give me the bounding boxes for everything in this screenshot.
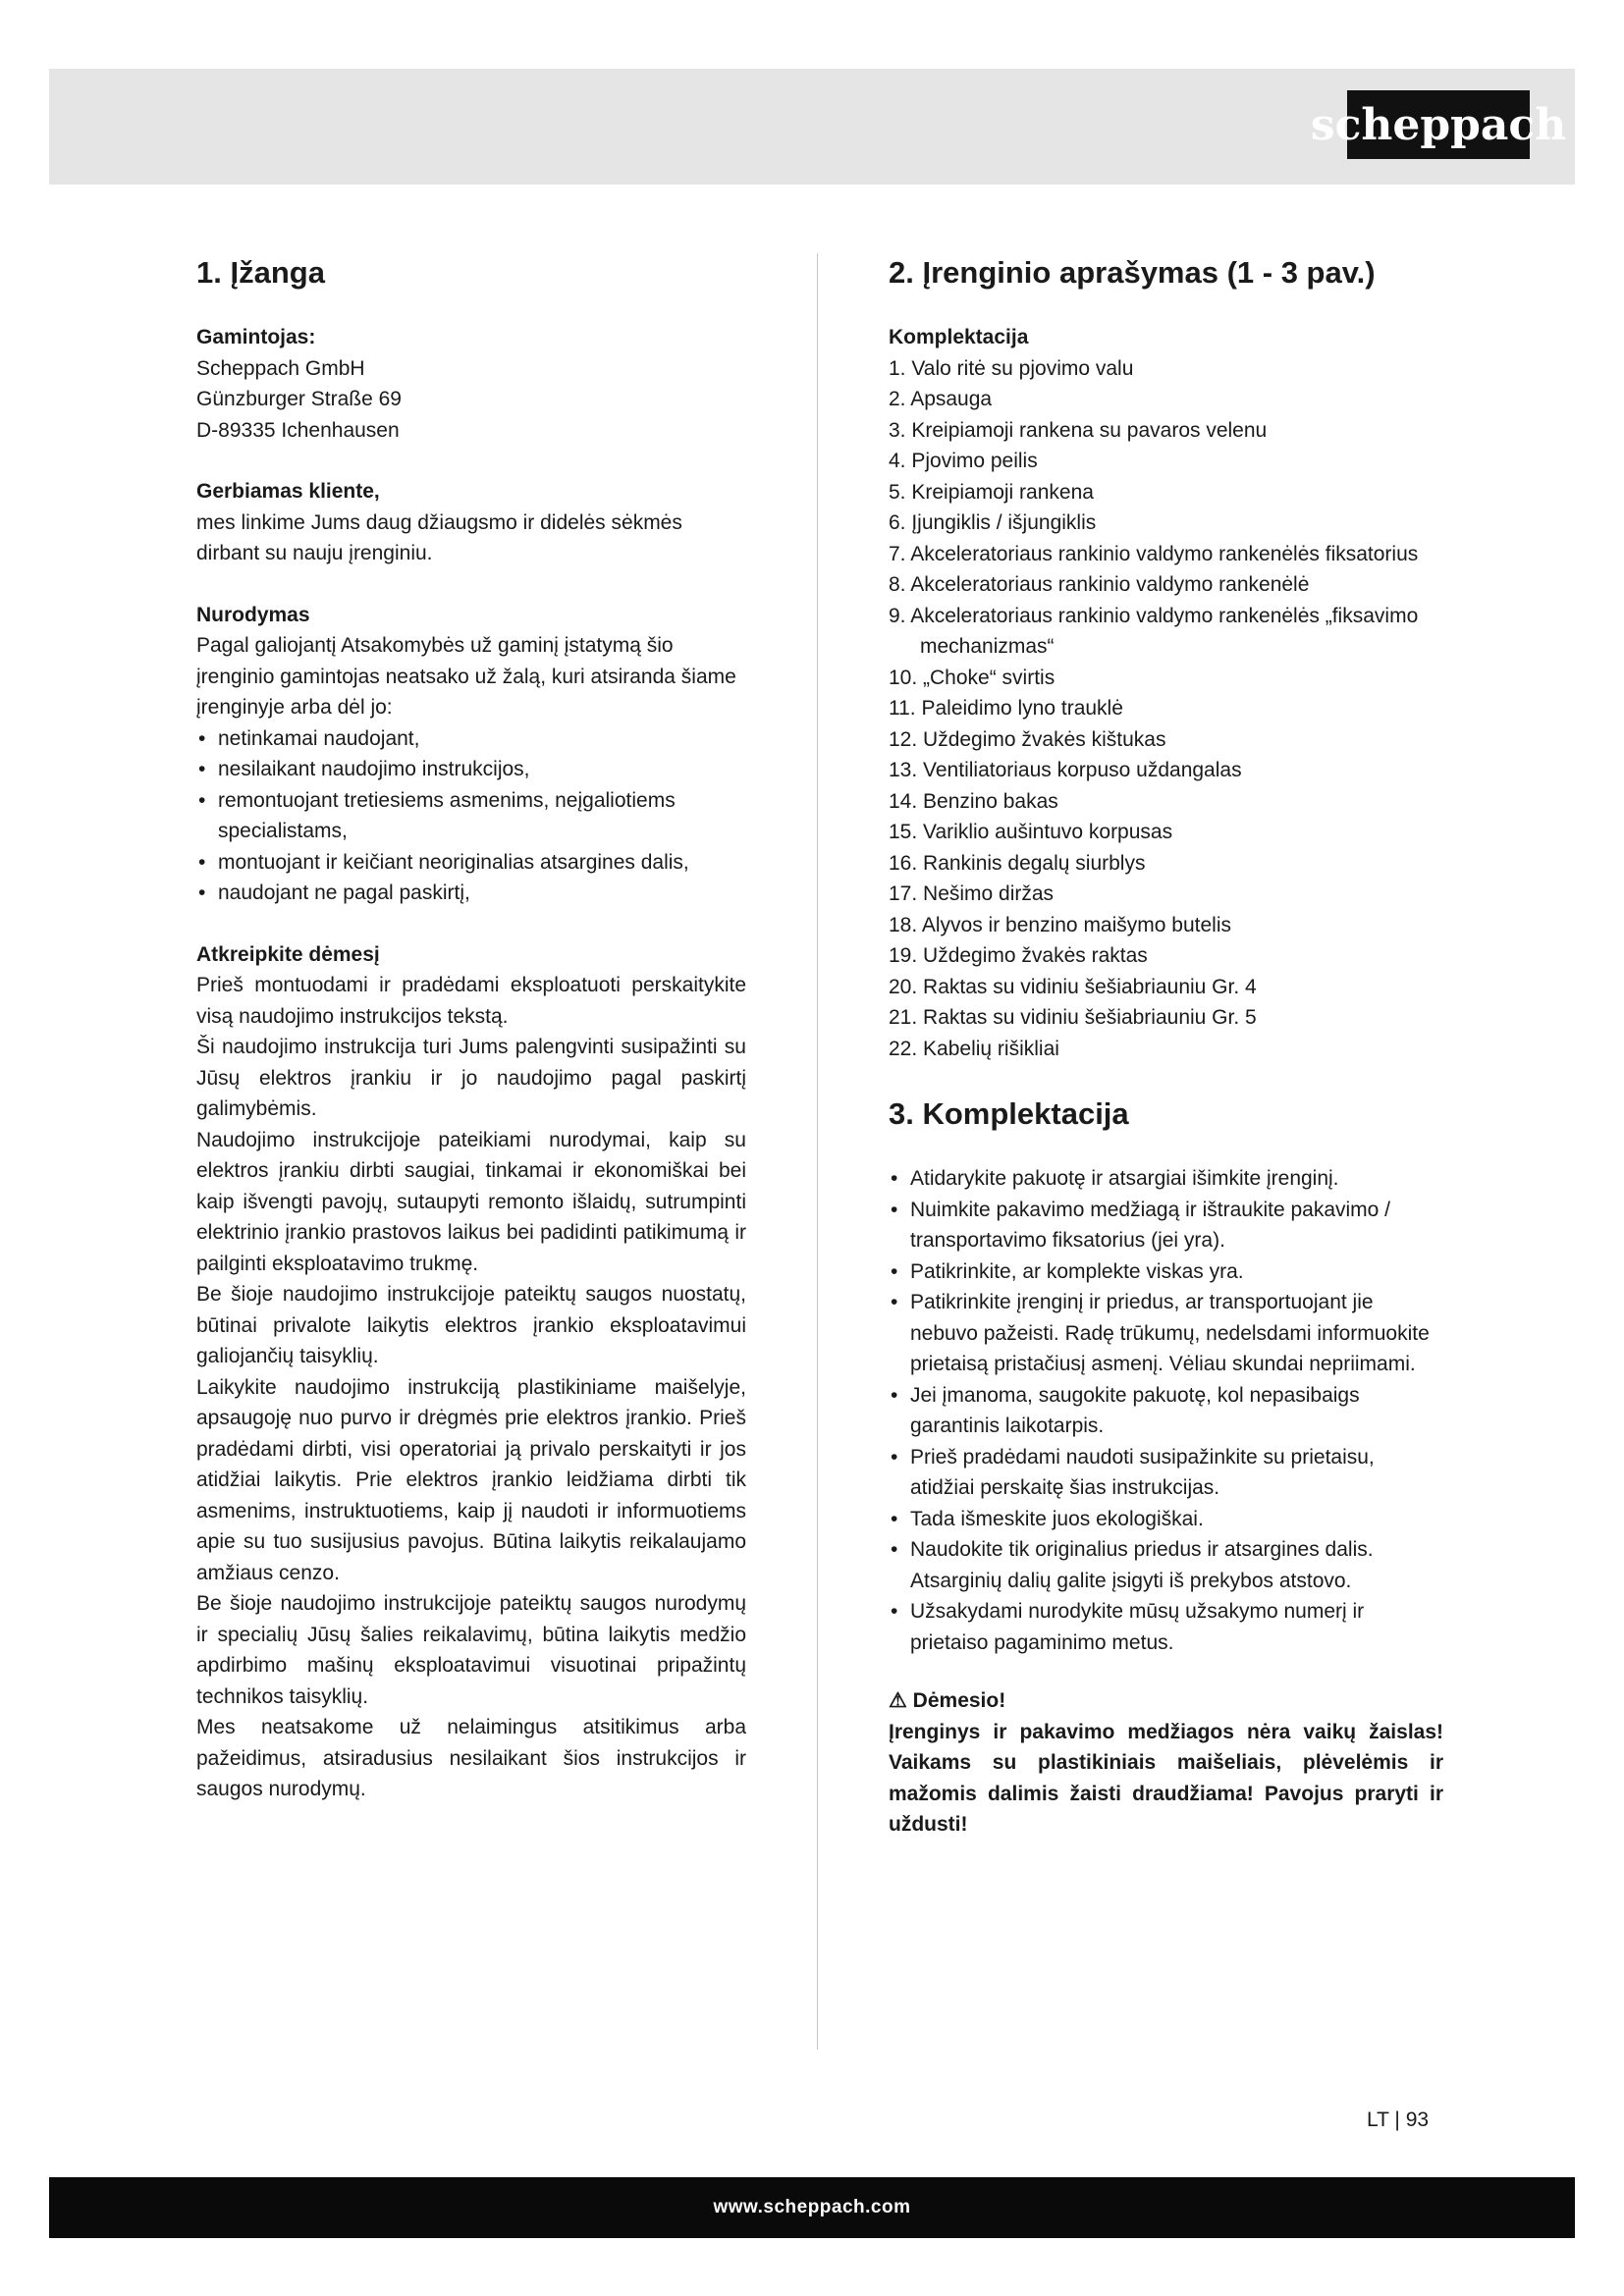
list-item: 5. Kreipiamoji rankena xyxy=(889,480,1094,504)
list-item: 1. Valo ritė su pjovimo valu xyxy=(889,356,1134,380)
attention-paragraph: Be šioje naudojimo instrukcijoje pateiktų saugos nurodymų ir specialių Jūsų šalies reikalavimų, būtina laikytis medžio apdirbimo mašinų eksploatavimui visuotinai pripažintų technikos taisyklių. xyxy=(196,1592,746,1708)
list-item: • Tada išmeskite juos ekologiškai. xyxy=(889,1504,1443,1535)
customer-block xyxy=(196,476,746,569)
list-item: • remontuojant tretiesiems asmenims, neįgaliotiems specialistams, xyxy=(196,785,746,847)
customer-label: Gerbiamas kliente, xyxy=(196,480,380,503)
scheppach-logo: scheppach xyxy=(1347,90,1530,159)
list-item: • Atidarykite pakuotę ir atsargiai išimkite įrenginį. xyxy=(889,1163,1443,1195)
list-item: 16. Rankinis degalų siurblys xyxy=(889,851,1146,875)
list-item: • montuojant ir keičiant neoriginalias atsargines dalis, xyxy=(196,847,746,879)
warning-triangle-icon: ⚠ xyxy=(889,1689,907,1712)
list-item: • Patikrinkite įrenginį ir priedus, ar transportuojant jie nebuvo pažeisti. Radę trūkumų, nedelsdami informuokite prietaisą pristačiusį asmenį. Vėliau skundai nepriimami. xyxy=(889,1287,1443,1380)
list-item: 9. Akceleratoriaus rankinio valdymo rankenėlės „fiksavimo mechanizmas“ xyxy=(889,604,1419,658)
left-column xyxy=(196,253,746,1836)
warning-title-text: Dėmesio! xyxy=(912,1689,1006,1712)
list-item: 6. Įjungiklis / išjungiklis xyxy=(889,511,1097,534)
note-block xyxy=(196,600,746,909)
manufacturer-line: Günzburger Straße 69 xyxy=(196,388,402,410)
list-item: 3. Kreipiamoji rankena su pavaros velenu xyxy=(889,418,1268,442)
list-item: • naudojant ne pagal paskirtį, xyxy=(196,878,746,909)
list-item: 19. Uždegimo žvakės raktas xyxy=(889,944,1148,967)
footer-bar xyxy=(49,2177,1575,2238)
list-item: 2. Apsauga xyxy=(889,388,993,410)
list-item: • Patikrinkite, ar komplekte viskas yra. xyxy=(889,1256,1443,1288)
list-item: • Nuimkite pakavimo medžiagą ir ištraukite pakavimo / transportavimo fiksatorius (jei yra). xyxy=(889,1195,1443,1256)
attention-paragraph: Ši naudojimo instrukcija turi Jums palengvinti susipažinti su Jūsų elektros įrankiu ir jo naudojimo pagal paskirtį galimybėmis. xyxy=(196,1036,746,1120)
list-item: 15. Variklio aušintuvo korpusas xyxy=(889,821,1173,843)
parts-list xyxy=(889,353,1443,1065)
attention-label: Atkreipkite dėmesį xyxy=(196,942,380,966)
list-item: 20. Raktas su vidiniu šešiabriauniu Gr. 4 xyxy=(889,975,1257,998)
list-item: 22. Kabelių rišikliai xyxy=(889,1037,1059,1060)
attention-block xyxy=(196,939,746,1805)
unpacking-steps-list xyxy=(889,1163,1443,1658)
note-list xyxy=(196,723,746,909)
header-band xyxy=(49,69,1575,185)
section-title-package-contents: 3. Komplektacija xyxy=(889,1096,1129,1131)
section-title-device-description: 2. Įrenginio aprašymas (1 - 3 pav.) xyxy=(889,255,1376,290)
list-item: 11. Paleidimo lyno trauklė xyxy=(889,697,1123,720)
manufacturer-line: D-89335 Ichenhausen xyxy=(196,418,400,442)
list-item: • nesilaikant naudojimo instrukcijos, xyxy=(196,754,746,785)
list-item: 13. Ventiliatoriaus korpuso uždangalas xyxy=(889,759,1242,781)
attention-paragraph: Be šioje naudojimo instrukcijoje pateiktų saugos nuostatų, būtinai privalote laikytis elektros įrankio eksploatavimui galiojančių taisyklių. xyxy=(196,1283,746,1367)
list-item: 14. Benzino bakas xyxy=(889,789,1058,813)
attention-paragraph: Laikykite naudojimo instrukciją plastikiniame maišelyje, apsaugoję nuo purvo ir drėgmės prie elektros įrankio. Prieš pradėdami dirbti, visi operatoriai ją privalo perskaityti ir jos atidžiai laikytis. Prie elektros įrankio leidžiama dirbti tik asmenims, instruktuotiems, kaip jį naudoti ir informuotiems apie su tuo susijusius pavojus. Būtina laikytis reikalaujamo amžiaus cenzo. xyxy=(196,1375,746,1584)
section-title-introduction: 1. Įžanga xyxy=(196,255,325,290)
column-divider xyxy=(817,253,818,2050)
manufacturer-line: Scheppach GmbH xyxy=(196,356,365,380)
page-number: LT | 93 xyxy=(1367,2109,1430,2131)
attention-paragraph: Mes neatsakome už nelaimingus atsitikimus arba pažeidimus, atsiradusius nesilaikant šios instrukcijos ir saugos nurodymų. xyxy=(196,1716,746,1800)
list-item: • Naudokite tik originalius priedus ir atsargines dalis. Atsarginių dalių galite įsigyti iš prekybos atstovo. xyxy=(889,1534,1443,1596)
list-item: • netinkamai naudojant, xyxy=(196,723,746,755)
note-label: Nurodymas xyxy=(196,603,310,626)
list-item: 17. Nešimo diržas xyxy=(889,882,1055,905)
list-item: 10. „Choke“ svirtis xyxy=(889,666,1056,689)
warning-title xyxy=(889,1685,1443,1717)
list-item: • Jei įmanoma, saugokite pakuotę, kol nepasibaigs garantinis laikotarpis. xyxy=(889,1380,1443,1442)
list-item: 18. Alyvos ir benzino maišymo butelis xyxy=(889,913,1231,936)
parts-block xyxy=(889,322,1443,1064)
list-item: 4. Pjovimo peilis xyxy=(889,450,1038,472)
list-item: 21. Raktas su vidiniu šešiabriauniu Gr. 5 xyxy=(889,1006,1257,1029)
list-item: 12. Uždegimo žvakės kištukas xyxy=(889,727,1166,751)
customer-text: mes linkime Jums daug džiaugsmo ir didelės sėkmės dirbant su nauju įrenginiu. xyxy=(196,510,682,564)
manufacturer-label: Gamintojas: xyxy=(196,326,316,348)
footer-url: www.scheppach.com xyxy=(713,2197,911,2217)
komplektacija-label: Komplektacija xyxy=(889,326,1029,348)
note-text: Pagal galiojantį Atsakomybės už gaminį įstatymą šio įrenginio gamintojas neatsako už žalą, kuri atsiranda šiame įrenginyje arba dėl jo: xyxy=(196,634,736,719)
list-item: 7. Akceleratoriaus rankinio valdymo rankenėlės fiksatorius xyxy=(889,542,1419,565)
list-item: • Užsakydami nurodykite mūsų užsakymo numerį ir prietaiso pagaminimo metus. xyxy=(889,1596,1443,1658)
manufacturer-block xyxy=(196,322,746,446)
list-item: • Prieš pradėdami naudoti susipažinkite su prietaisu, atidžiai perskaitę šias instrukcijas. xyxy=(889,1442,1443,1504)
attention-paragraph: Naudojimo instrukcijoje pateikiami nurodymai, kaip su elektros įrankiu dirbti saugiai, tinkamai ir ekonomiškai bei kaip išvengti pavojų, sutaupyti remonto išlaidų, sutrumpinti elektrinio įrankio prastovos laikus bei padidinti patikimumą ir pailginti eksploatavimo trukmę. xyxy=(196,1128,746,1275)
attention-paragraph: Prieš montuodami ir pradėdami eksploatuoti perskaitykite visą naudojimo instrukcijos tekstą. xyxy=(196,974,746,1028)
list-item: 8. Akceleratoriaus rankinio valdymo rankenėlė xyxy=(889,573,1310,596)
right-column xyxy=(889,253,1443,1841)
warning-text: Įrenginys ir pakavimo medžiagos nėra vaikų žaislas! Vaikams su plastikiniais maišeliais, plėvelėmis ir mažomis dalimis žaisti draudžiama! Pavojus praryti ir uždusti! xyxy=(889,1720,1443,1836)
